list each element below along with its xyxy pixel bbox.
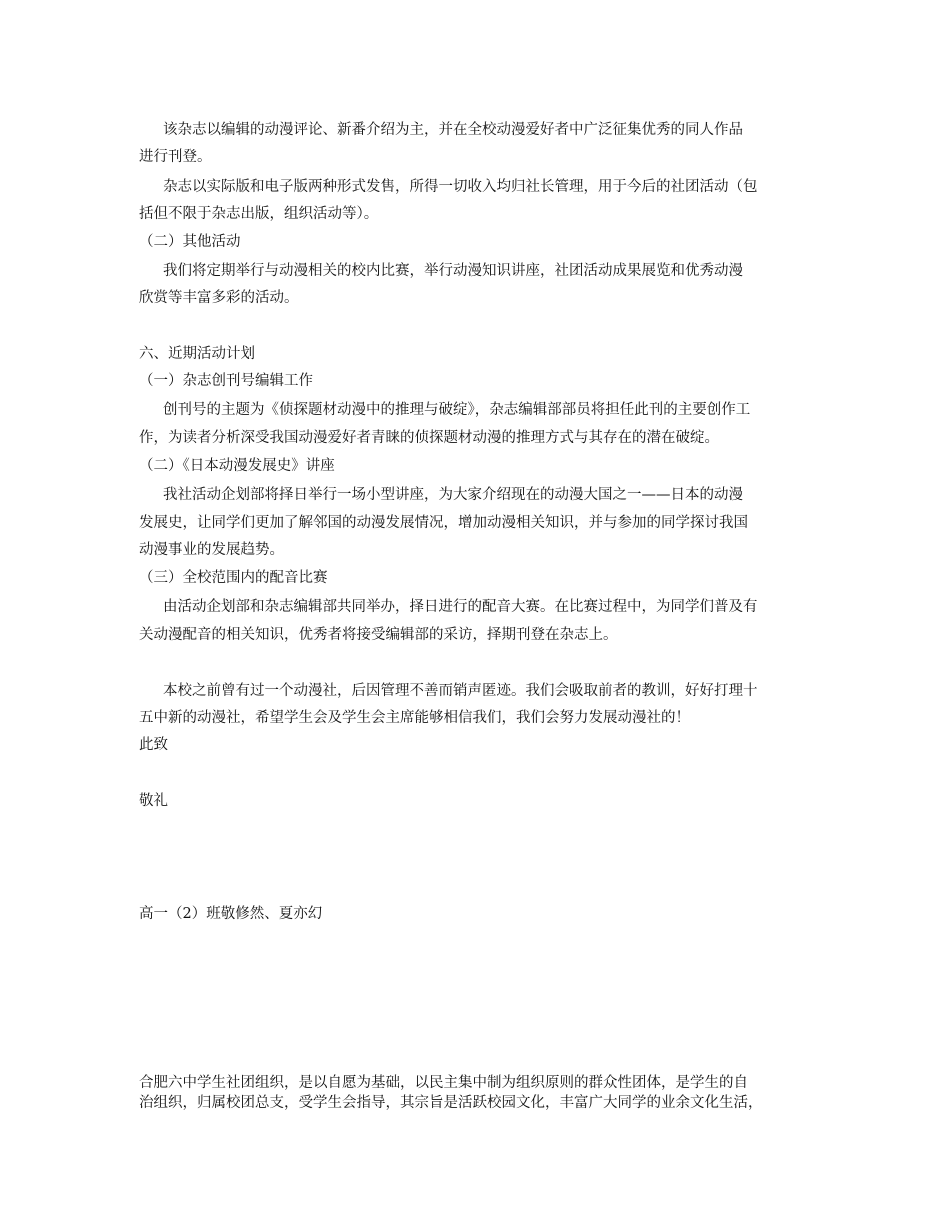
paragraph-line: 关动漫配音的相关知识，优秀者将接受编辑部的采访，择期刊登在杂志上。 (139, 627, 618, 643)
paragraph-line: 动漫事业的发展趋势。 (139, 542, 284, 558)
paragraph-line: 我社活动企划部将择日举行一场小型讲座，为大家介绍现在的动漫大国之一——日本的动漫 (163, 487, 743, 503)
section-heading: （一）杂志创刊号编辑工作 (139, 373, 313, 389)
signature: 高一（2）班敬修然、夏亦幻 (139, 906, 323, 922)
paragraph-line: 五中新的动漫社，希望学生会及学生会主席能够相信我们，我们会努力发展动漫社的！ (139, 710, 690, 726)
paragraph-line: 括但不限于杂志出版，组织活动等）。 (139, 206, 379, 222)
paragraph-line: 进行刊登。 (139, 149, 212, 165)
paragraph-line: 我们将定期举行与动漫相关的校内比赛，举行动漫知识讲座，社团活动成果展览和优秀动漫 (163, 263, 743, 279)
paragraph-line: 作，为读者分析深受我国动漫爱好者青睐的侦探题材动漫的推理方式与其存在的潜在破绽。 (139, 430, 719, 446)
paragraph-line: 杂志以实际版和电子版两种形式发售，所得一切收入均归社长管理，用于今后的社团活动（包 (163, 179, 758, 195)
paragraph-line: 该杂志以编辑的动漫评论、新番介绍为主，并在全校动漫爱好者中广泛征集优秀的同人作品 (163, 122, 743, 138)
section-heading: 六、近期活动计划 (139, 346, 255, 362)
paragraph-line: 欣赏等丰富多彩的活动。 (139, 290, 299, 306)
salutation: 此致 (139, 737, 168, 753)
paragraph-line: 合肥六中学生社团组织，是以自愿为基础，以民主集中制为组织原则的群众性团体，是学生的自 (139, 1075, 748, 1091)
section-heading: （二）《日本动漫发展史》讲座 (139, 458, 335, 474)
paragraph-line: 本校之前曾有过一个动漫社，后因管理不善而销声匿迹。我们会吸取前者的教训，好好打理十 (163, 683, 758, 699)
section-heading: （二）其他活动 (139, 234, 241, 250)
paragraph-line: 治组织，归属校团总支，受学生会指导，其宗旨是活跃校园文化，丰富广大同学的业余文化生活， (139, 1095, 763, 1111)
salutation: 敬礼 (139, 793, 168, 809)
paragraph-line: 由活动企划部和杂志编辑部共同举办，择日进行的配音大赛。在比赛过程中，为同学们普及有 (163, 599, 758, 615)
section-heading: （三）全校范围内的配音比赛 (139, 570, 328, 586)
paragraph-line: 发展史，让同学们更加了解邻国的动漫发展情况，增加动漫相关知识，并与参加的同学探讨我国 (139, 515, 748, 531)
paragraph-line: 创刊号的主题为《侦探题材动漫中的推理与破绽》，杂志编辑部部员将担任此刊的主要创作工 (163, 402, 751, 418)
